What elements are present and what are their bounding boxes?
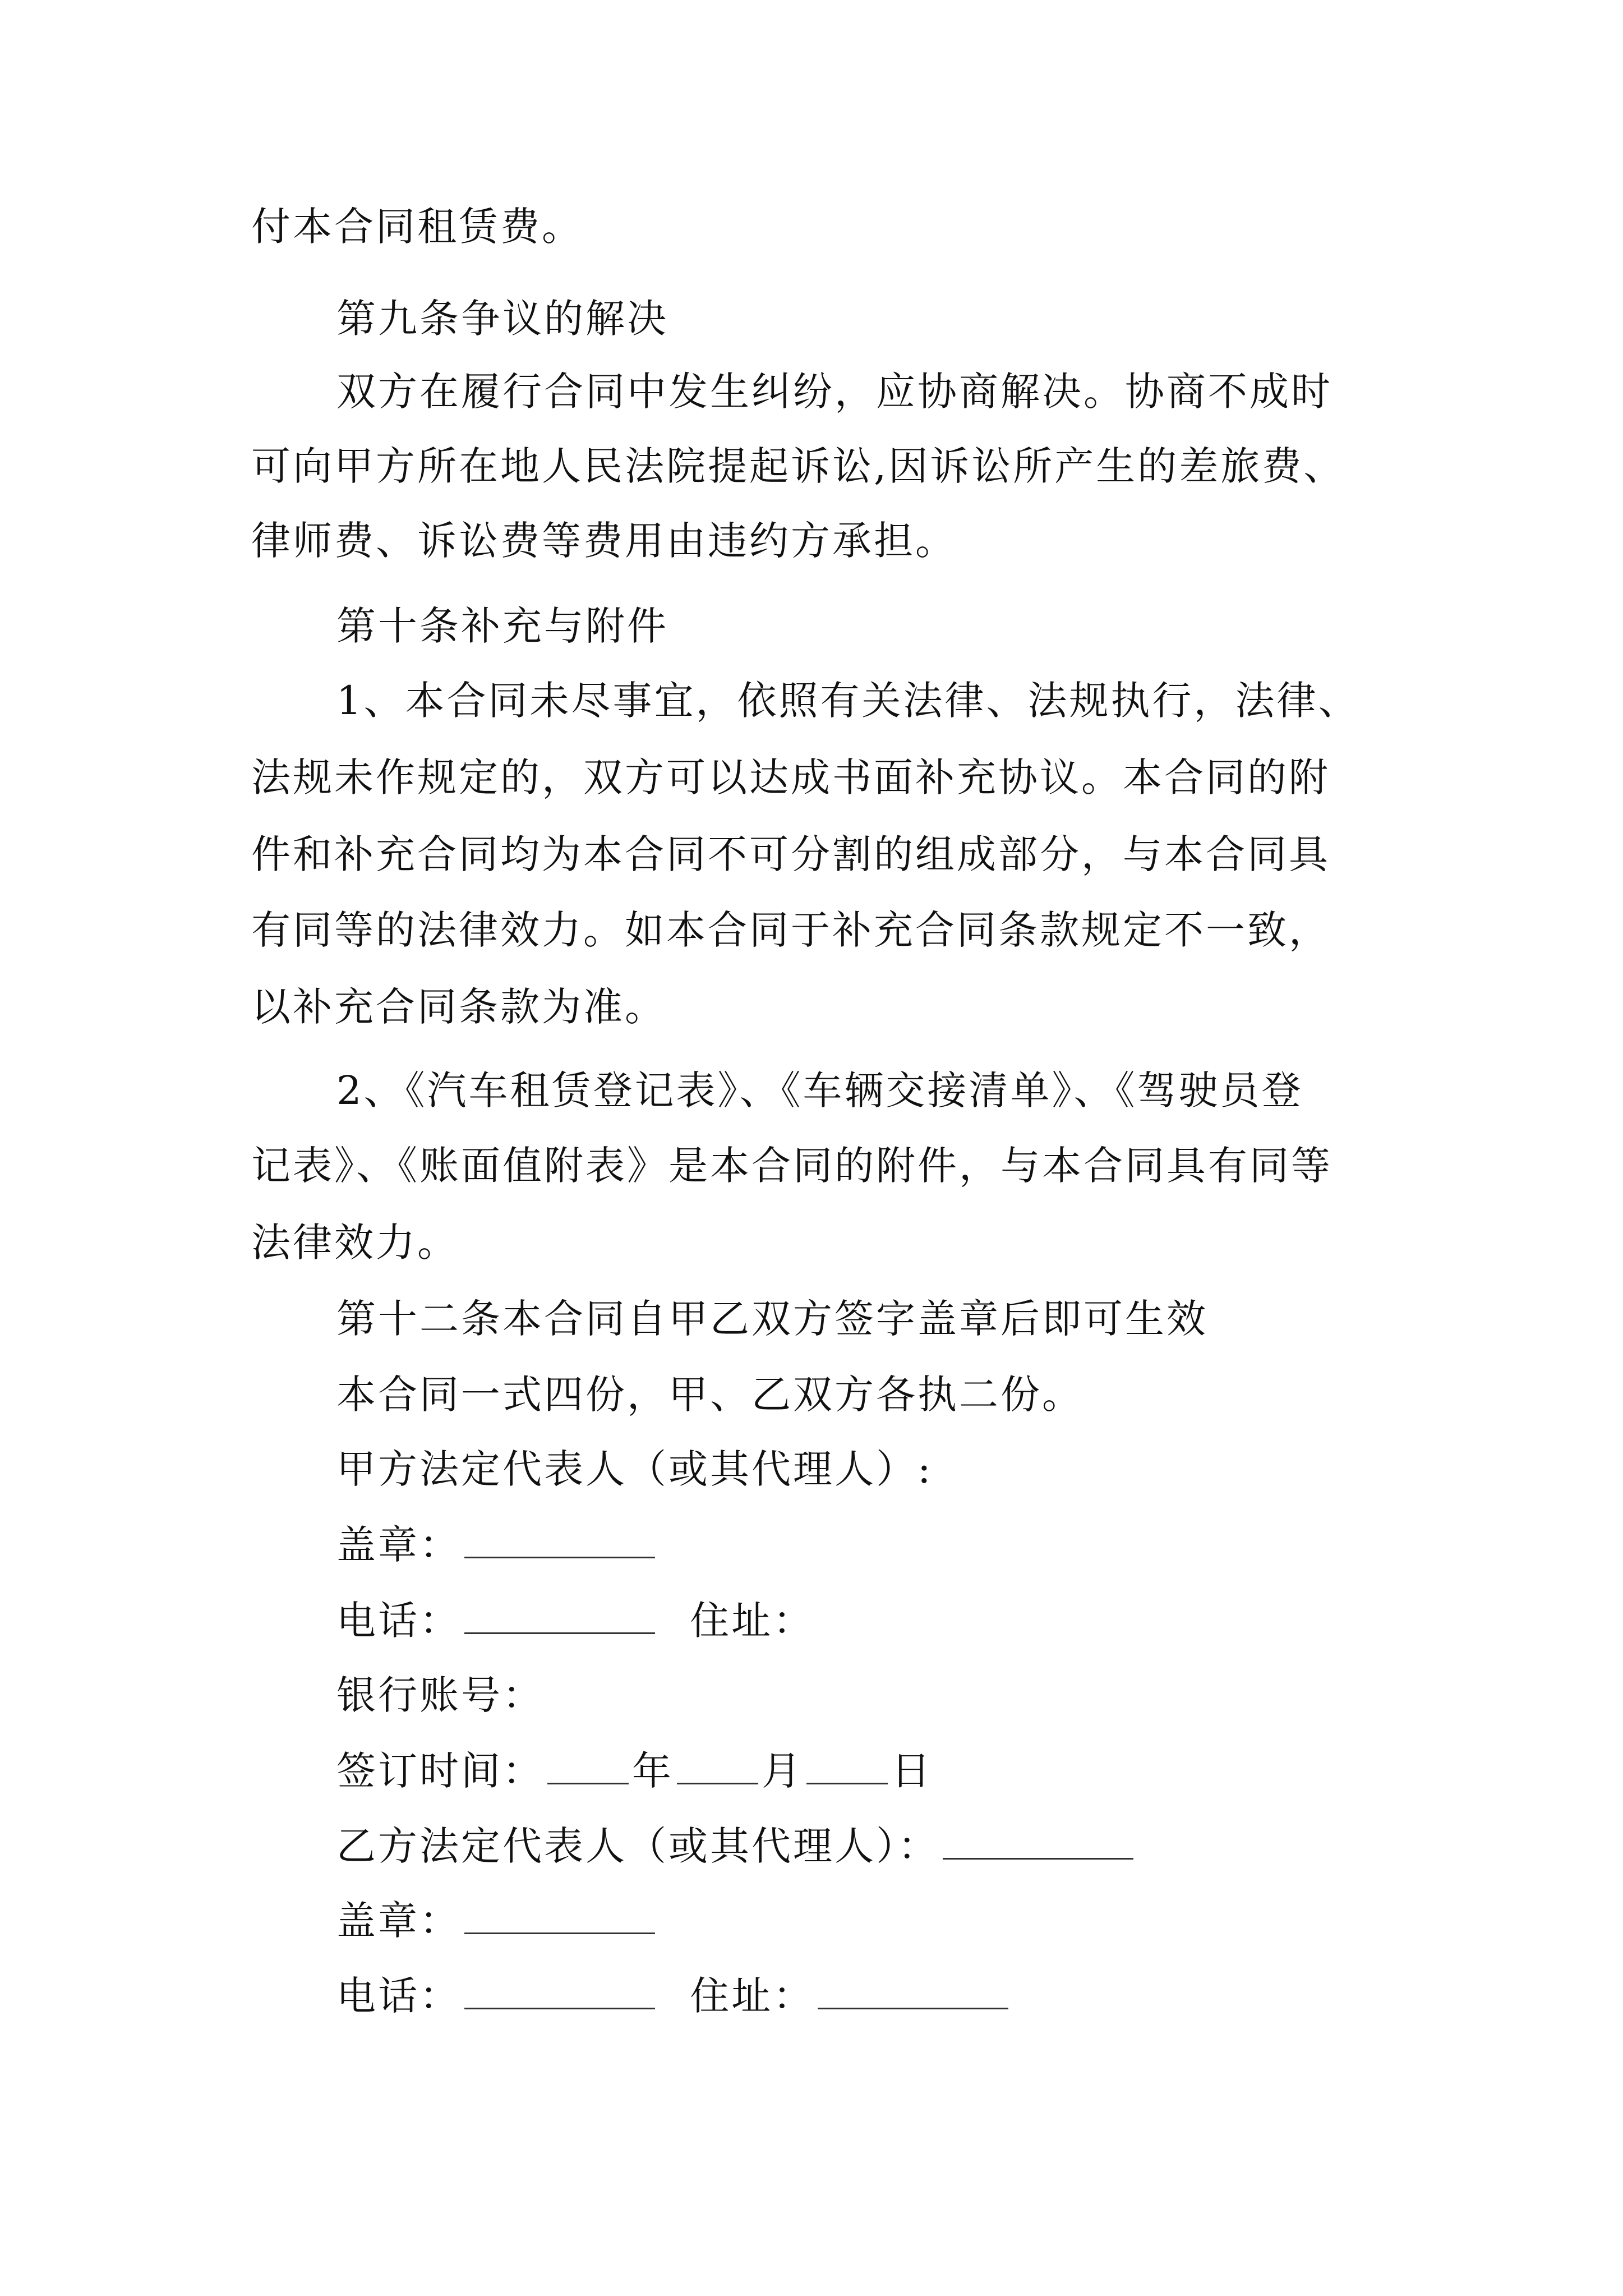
day-label: 日 xyxy=(891,1748,933,1794)
seal-label: 盖章： xyxy=(336,1522,461,1568)
section-heading: 第十二条本合同自甲乙双方签字盖章后即可生效 xyxy=(336,1296,1208,1342)
party-b-seal-row xyxy=(336,1894,658,1948)
phone-blank[interactable] xyxy=(464,2002,655,2009)
party-b-contact-row xyxy=(336,1969,1012,2023)
paragraph-line: 1、本合同未尽事宜，依照有关法律、法规执行，法律、 xyxy=(336,678,1360,724)
address-label: 住址： xyxy=(690,1598,815,1644)
address-label: 住址： xyxy=(690,1973,815,2019)
seal-blank[interactable] xyxy=(464,1551,655,1558)
phone-label: 电话： xyxy=(336,1973,461,2019)
month-label: 月 xyxy=(762,1748,803,1794)
paragraph-line: 记表》、《账面值附表》是本合同的附件，与本合同具有同等 xyxy=(251,1143,1332,1189)
paragraph-line: 2、《汽车租赁登记表》、《车辆交接清单》、《驾驶员登 xyxy=(336,1068,1303,1114)
paragraph-line: 有同等的法律效力。如本合同于补充合同条款规定不一致， xyxy=(251,907,1330,953)
bank-account: 银行账号： xyxy=(336,1672,544,1718)
party-b-representative: 乙方法定代表人（或其代理人）： xyxy=(336,1823,939,1869)
party-b-representative-row xyxy=(336,1819,1137,1873)
phone-label: 电话： xyxy=(336,1598,461,1644)
party-a-representative: 甲方法定代表人（或其代理人）: xyxy=(336,1446,933,1492)
phone-blank[interactable] xyxy=(464,1627,655,1634)
day-blank[interactable] xyxy=(806,1777,888,1784)
party-a-seal-row xyxy=(336,1518,658,1572)
sign-time-label: 签订时间： xyxy=(336,1748,544,1794)
year-blank[interactable] xyxy=(547,1777,629,1784)
paragraph-line: 可向甲方所在地人民法院提起诉讼,因诉讼所产生的差旅费、 xyxy=(251,443,1345,489)
paragraph-line: 法律效力。 xyxy=(251,1220,459,1266)
paragraph-line: 法规未作规定的，双方可以达成书面补充协议。本合同的附 xyxy=(251,754,1330,800)
paragraph-line: 件和补充合同均为本合同不可分割的组成部分，与本合同具 xyxy=(251,831,1330,877)
seal-label: 盖章： xyxy=(336,1898,461,1944)
party-b-rep-blank[interactable] xyxy=(943,1852,1133,1860)
paragraph-line: 以补充合同条款为准。 xyxy=(251,984,666,1030)
sign-time-row xyxy=(336,1744,933,1798)
paragraph-line: 付本合同租赁费。 xyxy=(251,204,583,250)
paragraph-line: 律师费、诉讼费等费用由违约方承担。 xyxy=(251,518,957,564)
year-label: 年 xyxy=(632,1748,674,1794)
paragraph-line: 本合同一式四份，甲、乙双方各执二份。 xyxy=(336,1372,1083,1418)
section-heading: 第九条争议的解决 xyxy=(336,296,668,342)
paragraph-line: 双方在履行合同中发生纠纷，应协商解决。协商不成时 xyxy=(336,369,1332,415)
section-heading: 第十条补充与附件 xyxy=(336,603,668,649)
month-blank[interactable] xyxy=(677,1777,758,1784)
party-a-contact-row xyxy=(336,1594,814,1648)
seal-blank[interactable] xyxy=(464,1927,655,1934)
address-blank[interactable] xyxy=(818,2002,1008,2009)
